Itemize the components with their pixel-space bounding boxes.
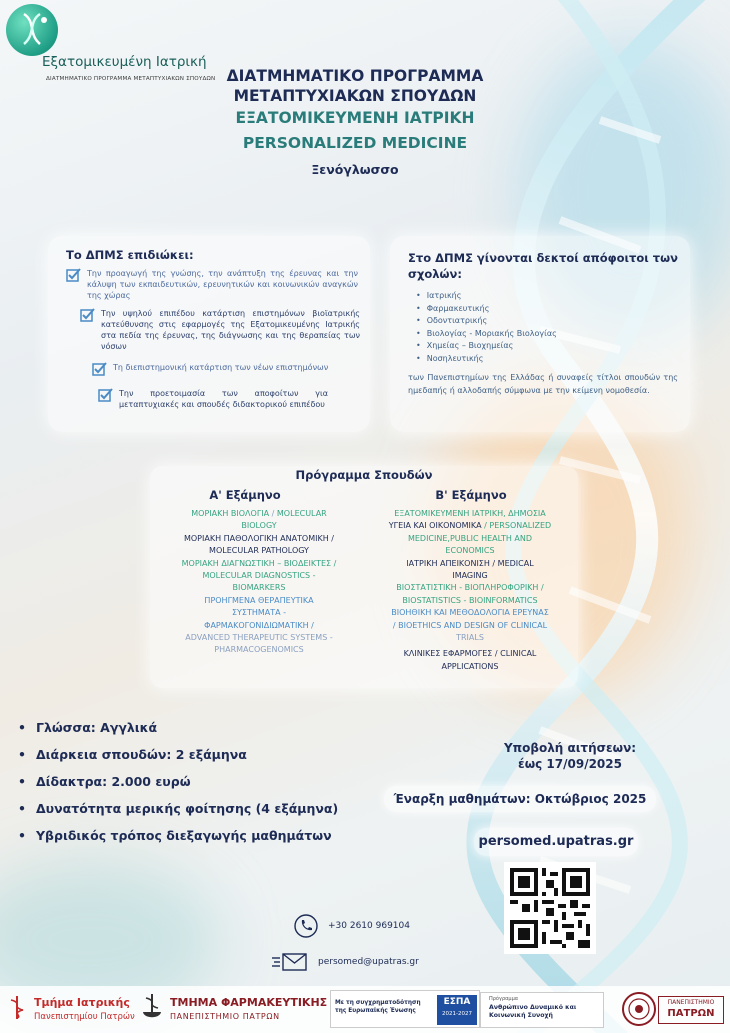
list-item: • Δυνατότητα μερικής φοίτησης (4 εξάμηνα) <box>18 795 338 822</box>
pharmacy-dept-title: ΤΜΗΜΑ ΦΑΡΜΑΚΕΥΤΙΚΗΣ <box>170 996 328 1009</box>
application-deadline <box>470 740 670 772</box>
goal-text: Την προαγωγή της γνώσης, την ανάπτυξη της έρευνας και την κάλυψη των εκπαιδευτικών, ερευνητικών και κοινωνικών αναγκών της χώρας <box>87 269 358 300</box>
graduates-heading: Στο ΔΠΜΣ γίνονται δεκτοί απόφοιτοι των σχολών: <box>408 251 678 281</box>
deadline-label: Υποβολή αιτήσεων: <box>503 741 637 755</box>
program-title: Πρόγραμμα Σπουδών <box>295 468 433 482</box>
university-of-patras-logo <box>622 990 726 1030</box>
program-logo <box>6 4 221 84</box>
espa-years: 2021-2027 <box>442 1011 472 1017</box>
phone-icon <box>294 914 318 938</box>
semester-b-courses <box>362 508 578 673</box>
checkbox-icon <box>92 362 107 376</box>
list-item: • Διάρκεια σπουδών: 2 εξάμηνα <box>18 741 338 768</box>
title-line-1: ΔΙΑΤΜΗΜΑΤΙΚΟ ΠΡΟΓΡΑΜΜΑ <box>226 67 484 85</box>
medical-dept-subtitle: Πανεπιστημίου Πατρών <box>34 1012 135 1022</box>
espa-text-2: της Ευρωπαϊκής Ένωσης <box>335 1008 416 1014</box>
goal-item <box>66 268 358 301</box>
list-item: • Φαρμακευτικής <box>416 303 557 316</box>
espa-logo-text: ΕΣΠΑ <box>443 997 471 1007</box>
course-molecular-biology: ΜΟΡΙΑΚΗ ΒΙΟΛΟΓΙΑ / MOLECULAR BIOLOGY <box>191 509 327 531</box>
list-item: • Γλώσσα: Αγγλικά <box>18 714 338 741</box>
goal-text: Την υψηλού επιπέδου κατάρτιση επιστημόνων βιοϊατρικής κατεύθυνσης στις εφαρμογές της Εξατομικευμένης Ιατρικής στα πεδία της έρευνας, της διάγνωσης και της θεραπείας των νόσων <box>101 309 360 351</box>
list-item: • Δίδακτρα: 2.000 ευρώ <box>18 768 338 795</box>
graduates-note: των Πανεπιστημίων της Ελλάδας ή συναφείς τίτλοι σπουδών της ημεδαπής ή αλλοδαπής σύμφωνα με την κείμενη νομοθεσία. <box>408 373 678 395</box>
dna-logo-icon <box>6 4 58 56</box>
logo-subtitle: ΔΙΑΤΜΗΜΑΤΙΚΟ ΠΡΟΓΡΑΜΜΑ ΜΕΤΑΠΤΥΧΙΑΚΩΝ ΣΠΟΥΔΩΝ <box>46 76 216 82</box>
program-panel <box>150 466 578 688</box>
list-item: • Βιολογίας - Μοριακής Βιολογίας <box>416 328 557 341</box>
title-line-3: ΕΞΑΤΟΜΙΚΕΥΜΕΝΗ ΙΑΤΡΙΚΗ <box>235 109 475 127</box>
pharmacy-dept-subtitle: ΠΑΝΕΠΙΣΤΗΜΙΟ ΠΑΤΡΩΝ <box>170 1012 280 1021</box>
goals-panel <box>48 236 370 432</box>
program-name-1: Ανθρώπινο Δυναμικό και <box>489 1004 577 1011</box>
goal-item <box>92 362 332 376</box>
email-icon <box>272 952 308 972</box>
graduates-panel <box>390 236 690 432</box>
program-name-2: Κοινωνική Συνοχή <box>489 1012 553 1019</box>
university-name-1: ΠΑΝΕΠΙΣΤΗΜΙΟ <box>667 999 715 1006</box>
checkbox-icon <box>66 268 81 282</box>
list-item: • Νοσηλευτικής <box>416 353 557 366</box>
university-name-2: ΠΑΤΡΩΝ <box>667 1008 715 1019</box>
title-block <box>190 66 520 177</box>
checkbox-icon <box>98 388 113 402</box>
operational-program-logo <box>480 992 604 1028</box>
list-item: • Οδοντιατρικής <box>416 315 557 328</box>
goals-heading: Το ΔΠΜΣ επιδιώκει: <box>66 248 194 262</box>
list-item: • Ιατρικής <box>416 290 557 303</box>
goal-item <box>98 388 328 410</box>
semester-a-heading: Α' Εξάμηνο <box>209 488 281 502</box>
goal-text: Την προετοιμασία των αποφοίτων για μεταπτυχιακές και σπουδές διδακτορικού επιπέδου <box>119 389 328 409</box>
goal-item <box>80 308 360 352</box>
logo-title: Εξατομικευμένη Ιατρική <box>42 54 207 70</box>
course-molecular-diagnostics: ΜΟΡΙΑΚΗ ΔΙΑΓΝΩΣΤΙΚΗ – ΒΙΟΔΕΙΚΤΕΣ / MOLECULAR DIAGNOSTICS - BIOMARKERS <box>181 558 337 593</box>
info-list <box>18 714 338 849</box>
course-bioethics: ΒΙΟΗΘΙΚΗ ΚΑΙ ΜΕΘΟΔΟΛΟΓΙΑ ΕΡΕΥΝΑΣ / BIOETHICS AND DESIGN OF CLINICAL TRIALS <box>391 608 549 643</box>
list-item: • Υβριδικός τρόπος διεξαγωγής μαθημάτων <box>18 822 338 849</box>
espa-text-1: Με τη συγχρηματοδότηση <box>335 1000 421 1006</box>
course-molecular-pathology: ΜΟΡΙΑΚΗ ΠΑΘΟΛΟΓΙΚΗ ΑΝΑΤΟΜΙΚΗ / MOLECULAR PATHOLOGY <box>183 533 334 556</box>
program-label: Πρόγραμμα <box>489 996 519 1002</box>
phone-contact[interactable] <box>294 914 410 938</box>
graduates-list <box>416 290 557 366</box>
course-start: Έναρξη μαθημάτων: Οκτώβριος 2025 <box>384 786 656 812</box>
website-link[interactable]: persomed.upatras.gr <box>474 828 638 856</box>
medical-dept-title: Τμήμα Ιατρικής <box>34 996 130 1009</box>
deadline-value: έως 17/09/2025 <box>518 757 622 771</box>
title-line-4: PERSONALIZED MEDICINE <box>242 134 468 152</box>
course-biostatistics: ΒΙΟΣΤΑΤΙΣΤΙΚΗ - ΒΙΟΠΛΗΡΟΦΟΡΙΚΗ / BIOSTATISTICS - BIOINFORMATICS <box>396 583 544 605</box>
qr-code[interactable] <box>504 862 596 954</box>
espa-cofunding-logo <box>330 990 480 1028</box>
course-clinical-applications: ΚΛΙΝΙΚΕΣ ΕΦΑΡΜΟΓΕΣ / CLINICAL APPLICATIONS <box>403 649 537 671</box>
course-advanced-therapeutics: ΠΡΟΗΓΜΕΝΑ ΘΕΡΑΠΕΥΤΙΚΑ ΣΥΣΤΗΜΑΤΑ - ΦΑΡΜΑΚΟΓΟΝΙΔΙΩΜΑΤΙΚΗ / ADVANCED THERAPEUTIC SYSTEMS - PHARMACOGENOMICS <box>185 595 333 655</box>
goal-text: Τη διεπιστημονική κατάρτιση των νέων επιστημόνων <box>113 363 329 372</box>
footer-logos <box>0 986 730 1033</box>
email-address: persomed@upatras.gr <box>318 957 419 967</box>
caduceus-icon <box>6 994 28 1020</box>
checkbox-icon <box>80 308 95 322</box>
university-seal-icon <box>622 992 656 1026</box>
list-item: • Χημείας – Βιοχημείας <box>416 340 557 353</box>
pharmacy-bowl-icon <box>140 992 164 1022</box>
phone-number: +30 2610 969104 <box>328 921 410 931</box>
title-line-2: ΜΕΤΑΠΤΥΧΙΑΚΩΝ ΣΠΟΥΔΩΝ <box>233 87 477 105</box>
title-foreign-language: Ξενόγλωσσο <box>311 162 399 177</box>
semester-b-heading: Β' Εξάμηνο <box>435 488 507 502</box>
course-personalized-medicine: ΕΞΑΤΟΜΙΚΕΥΜΕΝΗ ΙΑΤΡΙΚΗ, ΔΗΜΟΣΙΑ ΥΓΕΙΑ ΚΑΙ ΟΙΚΟΝΟΜΙΚΑ / PERSONALIZED MEDICINE,PUBLIC HEALTH AND ECONOMICS <box>388 509 552 556</box>
email-contact[interactable] <box>272 952 419 972</box>
semester-a-courses <box>152 508 366 657</box>
course-medical-imaging: ΙΑΤΡΙΚΗ ΑΠΕΙΚΟΝΙΣΗ / MEDICAL IMAGING <box>406 558 534 581</box>
